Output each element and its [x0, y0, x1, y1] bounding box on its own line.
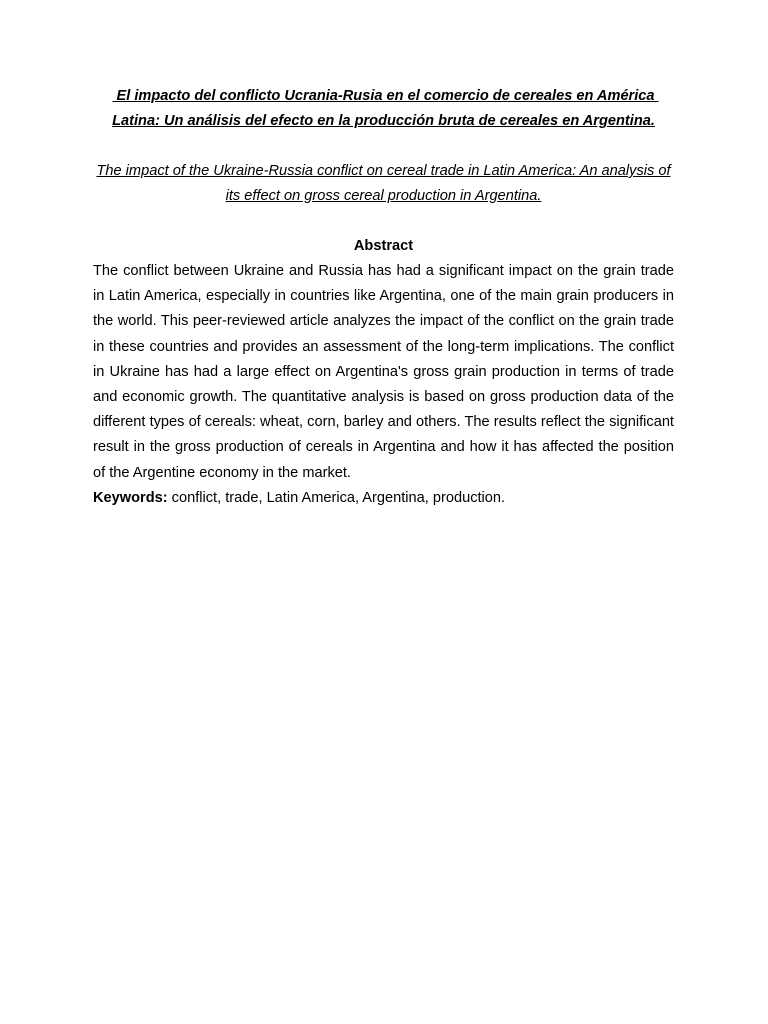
abstract-text: The conflict between Ukraine and Russia has had a significant impact on the grain trade in Latin America, especially in countries like Argentina, one of the main grain producers in the world. This peer-reviewed article analyzes the impact of the conflict on the grain trade in these countries and provides an assessment of the long-term implications. The conflict in Ukraine has had a large effect on Argentina's gross grain production in terms of trade and economic growth. The quantitative analysis is based on gross production data of the different types of cereals: wheat, corn, barley and others. The results reflect the significant result in the gross production of cereals in Argentina and how it has affected the position of the Argentine economy in the market.: [93, 263, 674, 481]
spanish-title: El impacto del conflicto Ucrania-Rusia en el comercio de cereales en América Latina: Un análisis del efecto en la producción bruta de cereales en Argentina.: [112, 88, 659, 129]
abstract-heading: Abstract: [353, 238, 414, 254]
keywords-line: [93, 486, 674, 511]
keywords-list: conflict, trade, Latin America, Argentina, production.: [167, 489, 506, 506]
english-title: The impact of the Ukraine-Russia conflict on cereal trade in Latin America: An analysis of its effect on gross cereal production in Argentina.: [96, 163, 671, 204]
paper-page: [93, 84, 674, 511]
keywords-label: Keywords:: [93, 489, 168, 506]
